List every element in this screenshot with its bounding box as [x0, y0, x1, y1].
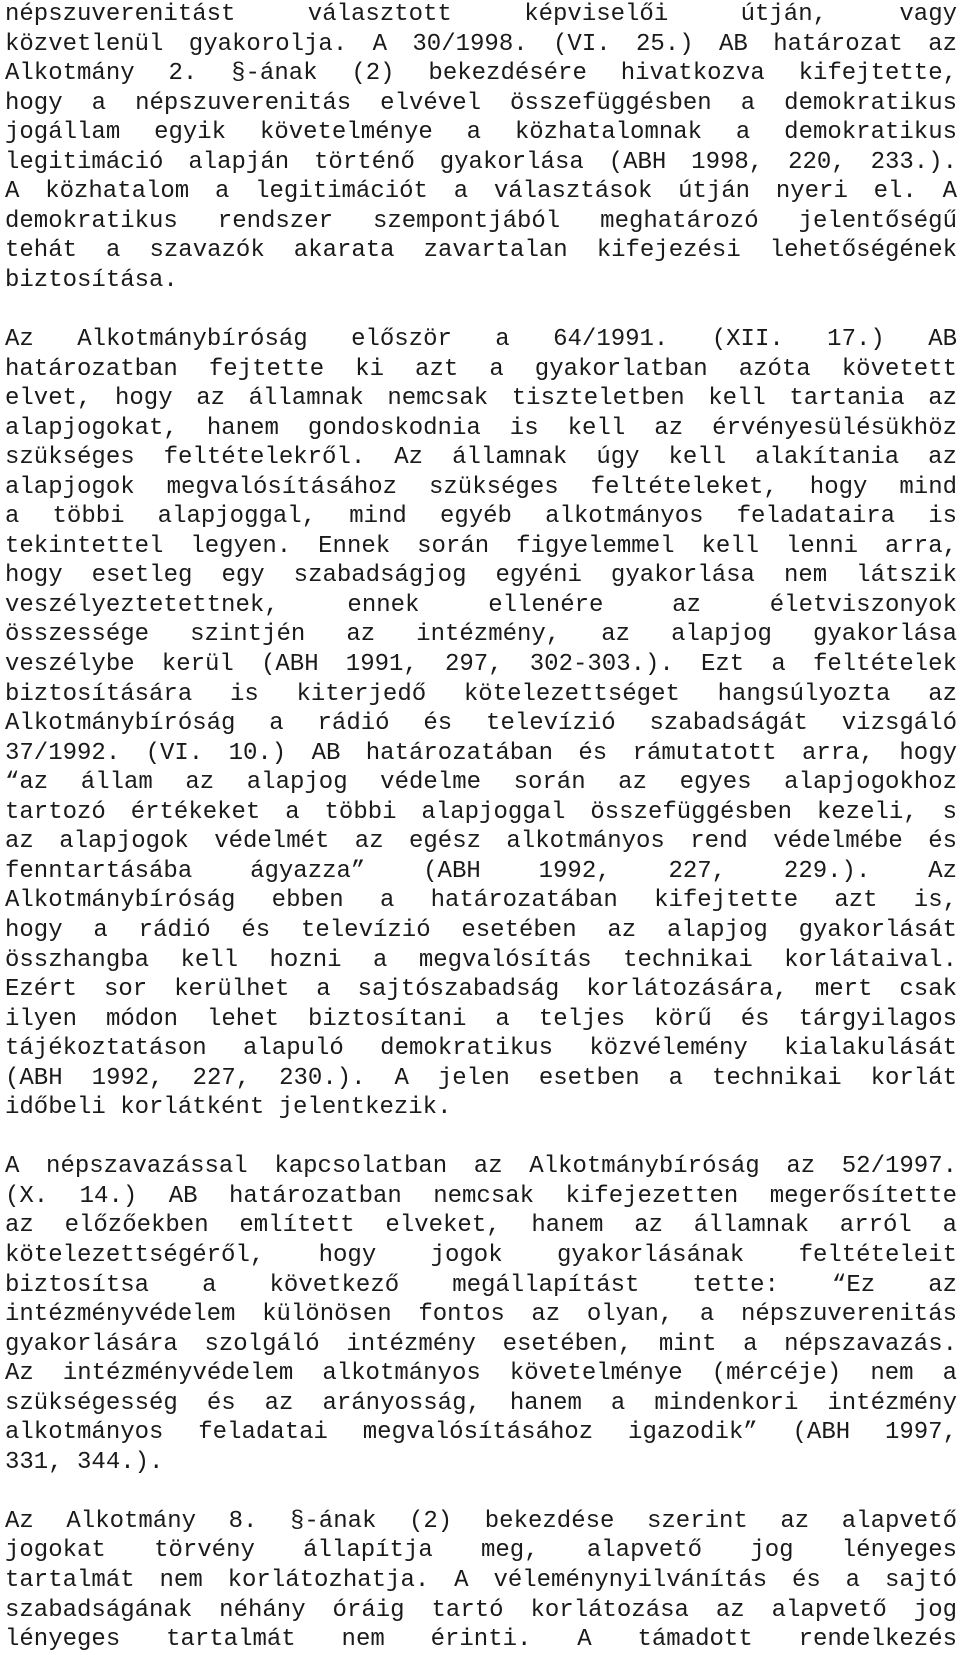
text-line: alapjogokat, hanem gondoskodnia is kell az érvényesülésükhöz — [5, 414, 957, 442]
text-line: biztosítsa a következő megállapítást tette: “Ez az — [5, 1271, 957, 1299]
text-line: szabadságának néhány óráig tartó korlátozása az alapvető jog — [5, 1596, 957, 1624]
text-line: az alapjogok védelmét az egész alkotmányos rend védelmébe és — [5, 828, 957, 856]
text-line: demokratikus rendszer szempontjából meghatározó jelentőségű — [5, 207, 957, 235]
document-body — [5, 0, 957, 1655]
text-line: 331, 344.). — [5, 1448, 164, 1476]
text-line: összessége szintjén az intézmény, az alapjog gyakorlása — [5, 621, 957, 649]
text-line: veszélybe kerül (ABH 1991, 297, 302-303.). Ezt a feltételek — [5, 651, 957, 679]
text-line: tehát a szavazók akarata zavartalan kifejezési lehetőségének — [5, 237, 957, 265]
text-line: alapjogok megvalósításához szükséges feltételeket, hogy mind — [5, 473, 957, 501]
text-line: kötelezettségéről, hogy jogok gyakorlásának feltételeit — [5, 1241, 957, 1269]
text-line: gyakorlására szolgáló intézmény esetében, mint a népszavazás. — [5, 1330, 957, 1358]
text-line: határozatban fejtette ki azt a gyakorlatban azóta követett — [5, 355, 957, 383]
text-line: tájékoztatáson alapuló demokratikus közvélemény kialakulását — [5, 1035, 957, 1063]
paragraph — [5, 1152, 957, 1477]
text-line: a többi alapjoggal, mind egyéb alkotmányos feladataira is — [5, 503, 957, 531]
text-line: az előzőekben említett elveket, hanem az államnak arról a — [5, 1212, 957, 1240]
paragraph — [5, 1507, 957, 1655]
text-line: közvetlenül gyakorolja. A 30/1998. (VI. 25.) AB határozat az — [5, 30, 957, 58]
text-line: alkotmányos feladatai megvalósításához igazodik” (ABH 1997, — [5, 1419, 957, 1447]
text-line: 37/1992. (VI. 10.) AB határozatában és rámutatott arra, hogy — [5, 739, 957, 767]
text-line: Alkotmánybíróság ebben a határozatában kifejtette azt is, — [5, 887, 957, 915]
text-line: jogokat törvény állapítja meg, alapvető jog lényeges — [5, 1537, 957, 1565]
text-line: tartozó értékeket a többi alapjoggal összefüggésben kezeli, s — [5, 798, 957, 826]
text-line: A népszavazással kapcsolatban az Alkotmánybíróság az 52/1997. — [5, 1153, 957, 1181]
text-line: Az Alkotmány 8. §-ának (2) bekezdése szerint az alapvető — [5, 1507, 957, 1535]
text-line: Alkotmánybíróság a rádió és televízió szabadságát vizsgáló — [5, 710, 957, 738]
text-line: biztosítására is kiterjedő kötelezettséget hangsúlyozta az — [5, 680, 957, 708]
text-line: (ABH 1992, 227, 230.). A jelen esetben a technikai korlát — [5, 1064, 957, 1092]
text-line: Ezért sor kerülhet a sajtószabadság korlátozására, mert csak — [5, 976, 957, 1004]
paragraph — [5, 0, 957, 295]
text-line: időbeli korlátként jelentkezik. — [5, 1094, 452, 1122]
text-line: Alkotmány 2. §-ának (2) bekezdésére hivatkozva kifejtette, — [5, 60, 957, 88]
text-line: Az intézményvédelem alkotmányos követelménye (mércéje) nem a — [5, 1360, 957, 1388]
text-line: biztosítása. — [5, 266, 178, 294]
text-line: hogy a népszuverenitás elvével összefüggésben a demokratikus — [5, 89, 957, 117]
text-line: ilyen módon lehet biztosítani a teljes körű és tárgyilagos — [5, 1005, 957, 1033]
text-line: összhangba kell hozni a megvalósítás technikai korlátaival. — [5, 946, 957, 974]
text-line: jogállam egyik követelménye a közhatalomnak a demokratikus — [5, 119, 957, 147]
text-line: elvet, hogy az államnak nemcsak tiszteletben kell tartania az — [5, 385, 957, 413]
document-page — [5, 0, 957, 1655]
text-line: intézményvédelem különösen fontos az olyan, a népszuverenitás — [5, 1301, 957, 1329]
text-line: A közhatalom a legitimációt a választások útján nyeri el. A — [5, 178, 957, 206]
paragraph — [5, 325, 957, 1123]
text-line: (X. 14.) AB határozatban nemcsak kifejezetten megerősítette — [5, 1182, 957, 1210]
text-line: “az állam az alapjog védelme során az egyes alapjogokhoz — [5, 769, 957, 797]
text-line: lényeges tartalmát nem érinti. A támadott rendelkezés — [5, 1626, 957, 1654]
text-line: tekintettel legyen. Ennek során figyelemmel kell lenni arra, — [5, 532, 957, 560]
text-line: tartalmát nem korlátozhatja. A véleménynyilvánítás és a sajtó — [5, 1566, 957, 1594]
text-line: fenntartásába ágyazza” (ABH 1992, 227, 229.). Az — [5, 857, 957, 885]
text-line: Az Alkotmánybíróság először a 64/1991. (XII. 17.) AB — [5, 326, 957, 354]
text-line: hogy a rádió és televízió esetében az alapjog gyakorlását — [5, 916, 957, 944]
text-line: veszélyeztetettnek, ennek ellenére az életviszonyok — [5, 591, 957, 619]
text-line: szükségesség és az arányosság, hanem a mindenkori intézmény — [5, 1389, 957, 1417]
text-line: legitimáció alapján történő gyakorlása (ABH 1998, 220, 233.). — [5, 148, 957, 176]
text-line: hogy esetleg egy szabadságjog egyéni gyakorlása nem látszik — [5, 562, 957, 590]
text-line: népszuverenitást választott képviselői útján, vagy — [5, 1, 957, 28]
text-line: szükséges feltételekről. Az államnak úgy kell alakítania az — [5, 444, 957, 472]
